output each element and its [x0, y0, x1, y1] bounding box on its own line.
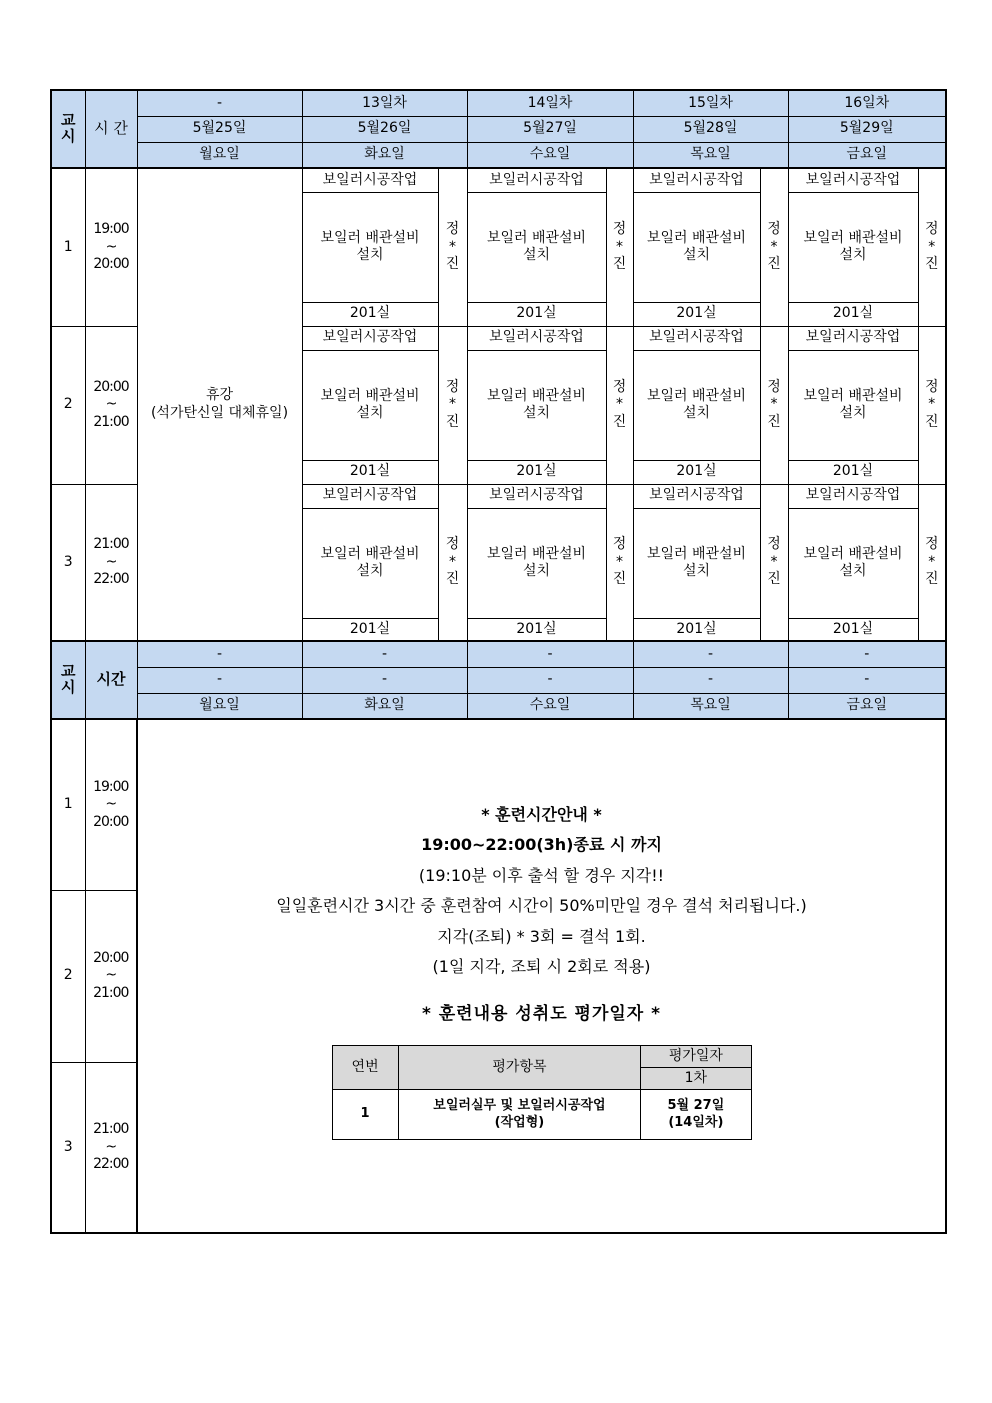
eval-no: 1 — [332, 1089, 398, 1139]
weekday-cell: 수요일 — [467, 693, 633, 719]
subject-cell: 보일러시공작업 — [467, 484, 606, 508]
unit-cell: 보일러 배관설비 설치 — [302, 350, 438, 460]
subject-cell: 보일러시공작업 — [467, 326, 606, 350]
teacher-cell: 정 * 진 — [606, 168, 633, 326]
room-cell: 201실 — [788, 302, 918, 326]
room-cell: 201실 — [467, 302, 606, 326]
period-time: 21:00 ~ 22:00 — [85, 1062, 137, 1233]
eval-item: 보일러실무 및 보일러시공작업 (작업형) — [398, 1089, 641, 1139]
subject-cell: 보일러시공작업 — [467, 168, 606, 192]
placeholder-cell: - — [633, 667, 788, 693]
day-number-cell: 13일차 — [302, 90, 467, 116]
unit-cell: 보일러 배관설비 설치 — [633, 350, 760, 460]
weekday-cell: 화요일 — [302, 693, 467, 719]
placeholder-cell: - — [137, 641, 302, 667]
room-cell: 201실 — [302, 302, 438, 326]
weekday-cell: 금요일 — [788, 693, 946, 719]
teacher-cell: 정 * 진 — [918, 168, 946, 326]
date-cell: 5월29일 — [788, 116, 946, 142]
placeholder-cell: - — [633, 641, 788, 667]
day-number-cell: - — [137, 90, 302, 116]
bottom-period-1-row — [51, 719, 946, 890]
period-time: 19:00 ~ 20:00 — [85, 168, 137, 326]
unit-cell: 보일러 배관설비 설치 — [302, 192, 438, 302]
eval-round-header: 1차 — [641, 1067, 751, 1089]
unit-cell: 보일러 배관설비 설치 — [788, 350, 918, 460]
unit-cell: 보일러 배관설비 설치 — [633, 192, 760, 302]
subject-cell: 보일러시공작업 — [633, 484, 760, 508]
timetable-sheet — [50, 89, 947, 1234]
room-cell: 201실 — [633, 618, 760, 641]
notice-text — [138, 720, 945, 1140]
weekday-cell: 월요일 — [137, 142, 302, 168]
weekday-cell: 목요일 — [633, 693, 788, 719]
time-header: 시 간 — [85, 90, 137, 168]
notice-title: * 훈련시간안내 * — [481, 805, 602, 824]
weekly-timetable — [50, 89, 947, 1234]
evaluation-table — [332, 1045, 752, 1140]
subject-cell: 보일러시공작업 — [302, 326, 438, 350]
eval-item-header: 평가항목 — [398, 1045, 641, 1089]
room-cell: 201실 — [633, 460, 760, 484]
unit-cell: 보일러 배관설비 설치 — [467, 508, 606, 618]
room-cell: 201실 — [302, 460, 438, 484]
room-cell: 201실 — [633, 302, 760, 326]
header-row-day-number — [51, 90, 946, 116]
weekday-cell: 수요일 — [467, 142, 633, 168]
period-number: 1 — [51, 719, 85, 890]
eval-date-header: 평가일자 — [641, 1045, 751, 1067]
room-cell: 201실 — [467, 618, 606, 641]
subject-cell: 보일러시공작업 — [302, 168, 438, 192]
day-number-cell: 14일차 — [467, 90, 633, 116]
unit-cell: 보일러 배관설비 설치 — [467, 192, 606, 302]
placeholder-cell: - — [788, 641, 946, 667]
unit-cell: 보일러 배관설비 설치 — [788, 192, 918, 302]
date-cell: 5월26일 — [302, 116, 467, 142]
bottom-header-row-1 — [51, 641, 946, 667]
weekday-cell: 금요일 — [788, 142, 946, 168]
period-header: 교 시 — [51, 641, 85, 719]
period-number: 3 — [51, 484, 85, 641]
period-number: 1 — [51, 168, 85, 326]
notice-absence-rule: 일일훈련시간 3시간 중 훈련참여 시간이 50%미만일 경우 결석 처리됩니다.) — [276, 896, 807, 916]
header-row-date — [51, 116, 946, 142]
teacher-cell: 정 * 진 — [438, 168, 467, 326]
day-number-cell: 16일차 — [788, 90, 946, 116]
teacher-cell: 정 * 진 — [438, 484, 467, 641]
room-cell: 201실 — [788, 618, 918, 641]
notice-late-count: 지각(조퇴) * 3회 = 결석 1회. — [437, 926, 646, 946]
period-time: 20:00 ~ 21:00 — [85, 326, 137, 484]
weekday-cell: 목요일 — [633, 142, 788, 168]
header-row-weekday — [51, 142, 946, 168]
subject-cell: 보일러시공작업 — [302, 484, 438, 508]
period-number: 2 — [51, 326, 85, 484]
period-1-subject-row — [51, 168, 946, 192]
notice-same-day: (1일 지각, 조퇴 시 2회로 적용) — [432, 956, 651, 976]
bottom-header-row-weekday — [51, 693, 946, 719]
period-time: 21:00 ~ 22:00 — [85, 484, 137, 641]
placeholder-cell: - — [467, 641, 633, 667]
placeholder-cell: - — [788, 667, 946, 693]
holiday-cell: 휴강 (석가탄신일 대체휴일) — [137, 168, 302, 641]
date-cell: 5월27일 — [467, 116, 633, 142]
teacher-cell: 정 * 진 — [760, 168, 788, 326]
subject-cell: 보일러시공작업 — [788, 326, 918, 350]
period-number: 2 — [51, 890, 85, 1062]
teacher-cell: 정 * 진 — [438, 326, 467, 484]
subject-cell: 보일러시공작업 — [633, 168, 760, 192]
room-cell: 201실 — [788, 460, 918, 484]
date-cell: 5월28일 — [633, 116, 788, 142]
day-number-cell: 15일차 — [633, 90, 788, 116]
eval-date: 5월 27일 (14일차) — [641, 1089, 751, 1139]
placeholder-cell: - — [302, 667, 467, 693]
room-cell: 201실 — [467, 460, 606, 484]
evaluation-title: * 훈련내용 성취도 평가일자 * — [421, 1004, 662, 1025]
placeholder-cell: - — [137, 667, 302, 693]
placeholder-cell: - — [467, 667, 633, 693]
period-time: 20:00 ~ 21:00 — [85, 890, 137, 1062]
unit-cell: 보일러 배관설비 설치 — [467, 350, 606, 460]
subject-cell: 보일러시공작업 — [788, 484, 918, 508]
time-header: 시간 — [85, 641, 137, 719]
period-time: 19:00 ~ 20:00 — [85, 719, 137, 890]
room-cell: 201실 — [302, 618, 438, 641]
teacher-cell: 정 * 진 — [918, 484, 946, 641]
teacher-cell: 정 * 진 — [760, 326, 788, 484]
eval-no-header: 연번 — [332, 1045, 398, 1089]
subject-cell: 보일러시공작업 — [788, 168, 918, 192]
training-notice — [137, 719, 946, 1233]
period-number: 3 — [51, 1062, 85, 1233]
period-header: 교 시 — [51, 90, 85, 168]
eval-row — [332, 1089, 751, 1139]
teacher-cell: 정 * 진 — [606, 484, 633, 641]
unit-cell: 보일러 배관설비 설치 — [633, 508, 760, 618]
weekday-cell: 월요일 — [137, 693, 302, 719]
unit-cell: 보일러 배관설비 설치 — [788, 508, 918, 618]
unit-cell: 보일러 배관설비 설치 — [302, 508, 438, 618]
bottom-header-row-2 — [51, 667, 946, 693]
date-cell: 5월25일 — [137, 116, 302, 142]
teacher-cell: 정 * 진 — [760, 484, 788, 641]
placeholder-cell: - — [302, 641, 467, 667]
notice-late-rule: (19:10분 이후 출석 할 경우 지각!! — [418, 865, 665, 885]
subject-cell: 보일러시공작업 — [633, 326, 760, 350]
notice-hours: 19:00~22:00(3h)종료 시 까지 — [421, 835, 662, 855]
teacher-cell: 정 * 진 — [606, 326, 633, 484]
weekday-cell: 화요일 — [302, 142, 467, 168]
teacher-cell: 정 * 진 — [918, 326, 946, 484]
